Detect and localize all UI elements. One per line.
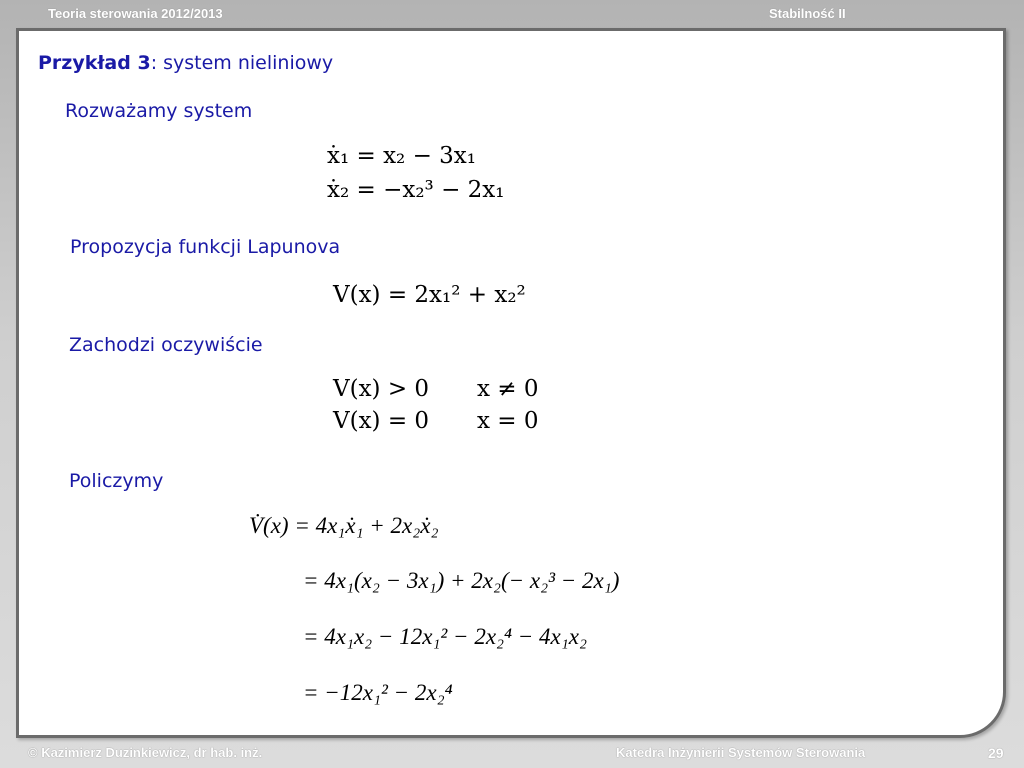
derivative-line-2: = 4x₁(x₂ − 3x₁) + 2x₂(− x₂³ − 2x₁) <box>303 568 620 593</box>
author-footer: © Kazimierz Duzinkiewicz, dr hab. inż. <box>28 745 263 760</box>
lyapunov-label: Propozycja funkcji Lapunova <box>70 236 341 258</box>
slide-title-rest: : system nieliniowy <box>150 52 334 74</box>
system-equation-1: ẋ₁ = x₂ − 3x₁ <box>327 143 476 169</box>
page-number: 29 <box>988 745 1004 761</box>
condition-2-lhs: V(x) = 0 <box>333 408 430 434</box>
derivative-line-4: = −12x₁² − 2x₂⁴ <box>303 680 453 705</box>
obvious-label: Zachodzi oczywiście <box>69 334 263 356</box>
topic-header: Stabilność II <box>769 6 846 21</box>
course-header: Teoria sterowania 2012/2013 <box>48 6 223 21</box>
derivative-line-1: V̇(x) = 4x₁ẋ₁ + 2x₂ẋ₂ <box>249 513 439 538</box>
slide-title <box>38 52 333 74</box>
lyapunov-equation: V(x) = 2x₁² + x₂² <box>333 282 526 308</box>
compute-label: Policzymy <box>69 470 164 492</box>
derivative-line-3: = 4x₁x₂ − 12x₁² − 2x₂⁴ − 4x₁x₂ <box>303 624 587 649</box>
condition-1-rhs: x ≠ 0 <box>477 376 539 402</box>
system-equation-2: ẋ₂ = −x₂³ − 2x₁ <box>327 177 505 203</box>
intro-text: Rozważamy system <box>65 100 253 122</box>
slide-title-bold: Przykład 3 <box>38 52 151 74</box>
condition-2-rhs: x = 0 <box>477 408 539 434</box>
slide-panel <box>16 28 1006 738</box>
department-footer: Katedra Inżynierii Systemów Sterowania <box>616 745 866 760</box>
condition-1-lhs: V(x) > 0 <box>333 376 430 402</box>
